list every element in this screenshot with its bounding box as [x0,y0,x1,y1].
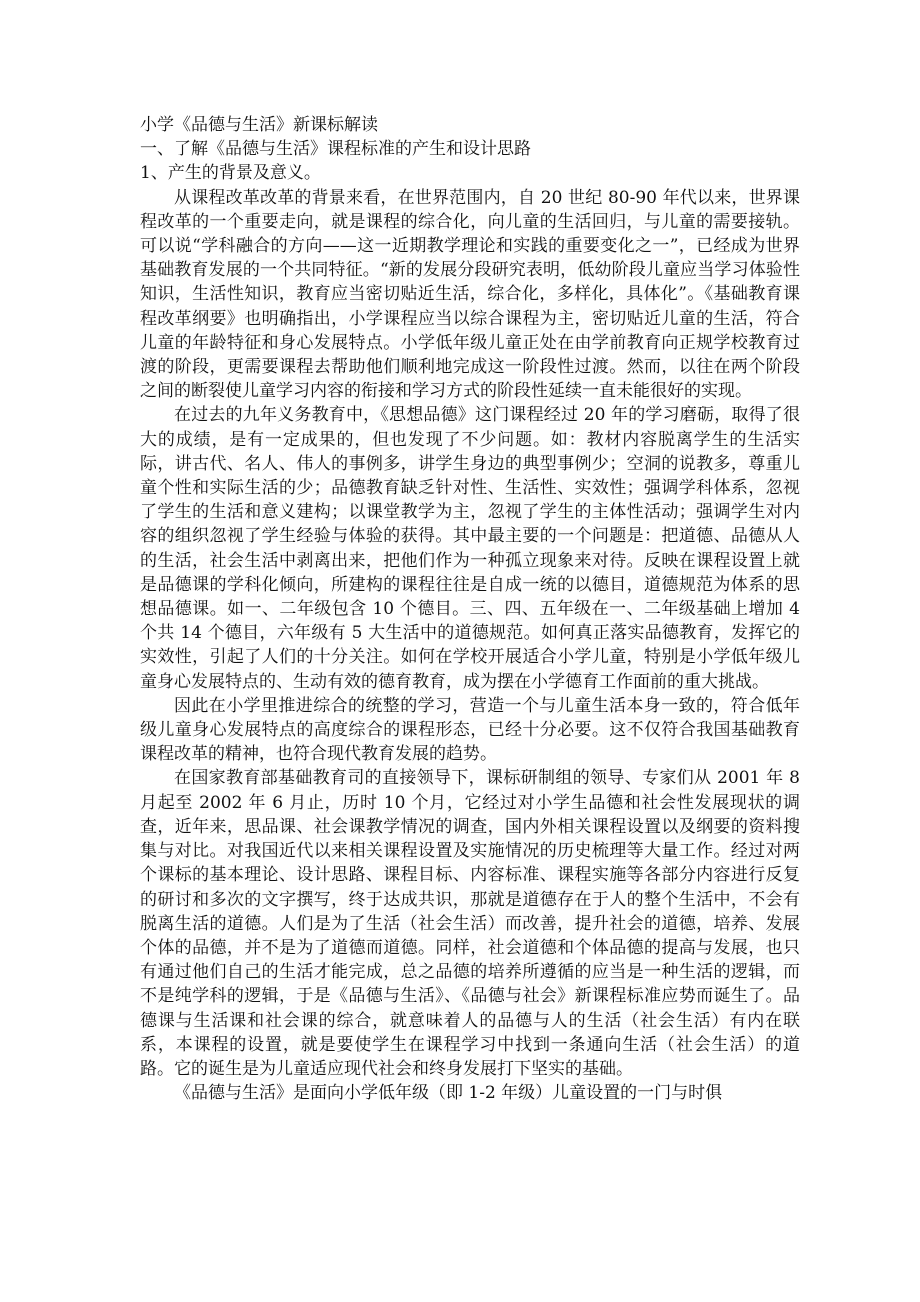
paragraph-course-intro: 《品德与生活》是面向小学低年级（即 1-2 年级）儿童设置的一门与时俱 [174,1083,723,1104]
section-heading: 一、了解《品德与生活》课程标准的产生和设计思路 [140,139,531,160]
subsection-heading: 1、产生的背景及意义。 [140,163,321,184]
paragraph-past-curriculum: 在过去的九年义务教育中，《思想品德》这门课程经过 20 年的学习磨砺，取得了很大的成绩，是有一定成果的，但也发现了不少问题。如：教材内容脱离学生的生活实际，讲古代、名人、伟人的事例多，讲学生身边的典型事例少；空洞的说教多，尊重儿童个性和实际生活的少；品德教育缺乏针对性、生活性、实效性；强调学科体系，忽视了学生的生活和意义建构；以课堂教学为主，忽视了学生的主体性活动；强调学生对内容的组织忽视了学生经验与体验的获得。其中最主要的一个问题是：把道德、品德从人的生活，社会生活中剥离出来，把他们作为一种孤立现象来对待。反映在课程设置上就是品德课的学科化倾向，所建构的课程往往是自成一统的以德目，道德规范为体系的思想品德课。如一、二年级包含 10 个德目。三、四、五年级在一、二年级基础上增加 4 个共 14 个德目，六年级有 5 大生活中的道德规范。如何真正落实品德教育，发挥它的实效性，引起了人们的十分关注。如何在学校开展适合小学儿童，特别是小学低年级儿童身心发展特点的、生动有效的德育教育，成为摆在小学德育工作面前的重大挑战。 [140,405,800,692]
paragraph-background: 从课程改革改革的背景来看，在世界范围内，自 20 世纪 80-90 年代以来，世界课程改革的一个重要走向，就是课程的综合化，向儿童的生活回归，与儿童的需要接轨。可以说“学科融合的方向——这一近期教学理论和实践的重要变化之一”，已经成为世界基础教育发展的一个共同特征。“新的发展分段研究表明，低幼阶段儿童应当学习体验性知识，生活性知识，教育应当密切贴近生活，综合化，多样化，具体化”。《基础教育课程改革纲要》也明确指出，小学课程应当以综合课程为主，密切贴近儿童的生活，符合儿童的年龄特征和身心发展特点。小学低年级儿童正处在由学前教育向正规学校教育过渡的阶段，更需要课程去帮助他们顺利地完成这一阶段性过渡。然而，以往在两个阶段之间的断裂使儿童学习内容的衔接和学习方式的阶段性延续一直未能很好的实现。 [140,187,800,402]
document-page [140,113,800,1105]
paragraph-integration: 因此在小学里推进综合的统整的学习，营造一个与儿童生活本身一致的，符合低年级儿童身心发展特点的高度综合的课程形态，已经十分必要。这不仅符合我国基础教育课程改革的精神，也符合现代教育发展的趋势。 [140,695,800,765]
document-title: 小学《品德与生活》新课标解读 [140,115,378,135]
paragraph-standard-development: 在国家教育部基础教育司的直接领导下，课标研制组的领导、专家们从 2001 年 8 月起至 2002 年 6 月止，历时 10 个月，它经过对小学生品德和社会性发展现状的调查，近年来，思品课、社会课教学情况的调查，国内外相关课程设置以及纲要的资料搜集与对比。对我国近代以来相关课程设置及实施情况的历史梳理等大量工作。经过对两个课标的基本理论、设计思路、课程目标、内容标准、课程实施等各部分内容进行反复的研讨和多次的文字撰写，终于达成共识，那就是道德存在于人的整个生活中，不会有脱离生活的道德。人们是为了生活（社会生活）而改善，提升社会的道德，培养、发展个体的品德，并不是为了道德而道德。同样，社会道德和个体品德的提高与发展，也只有通过他们自己的生活才能完成，总之品德的培养所遵循的应当是一种生活的逻辑，而不是纯学科的逻辑，于是《品德与生活》、《品德与社会》新课程标准应势而诞生了。品德课与生活课和社会课的综合，就意味着人的品德与人的生活（社会生活）有内在联系，本课程的设置，就是要使学生在课程学习中找到一条通向生活（社会生活）的道路。它的诞生是为儿童适应现代社会和终身发展打下坚实的基础。 [140,768,800,1079]
